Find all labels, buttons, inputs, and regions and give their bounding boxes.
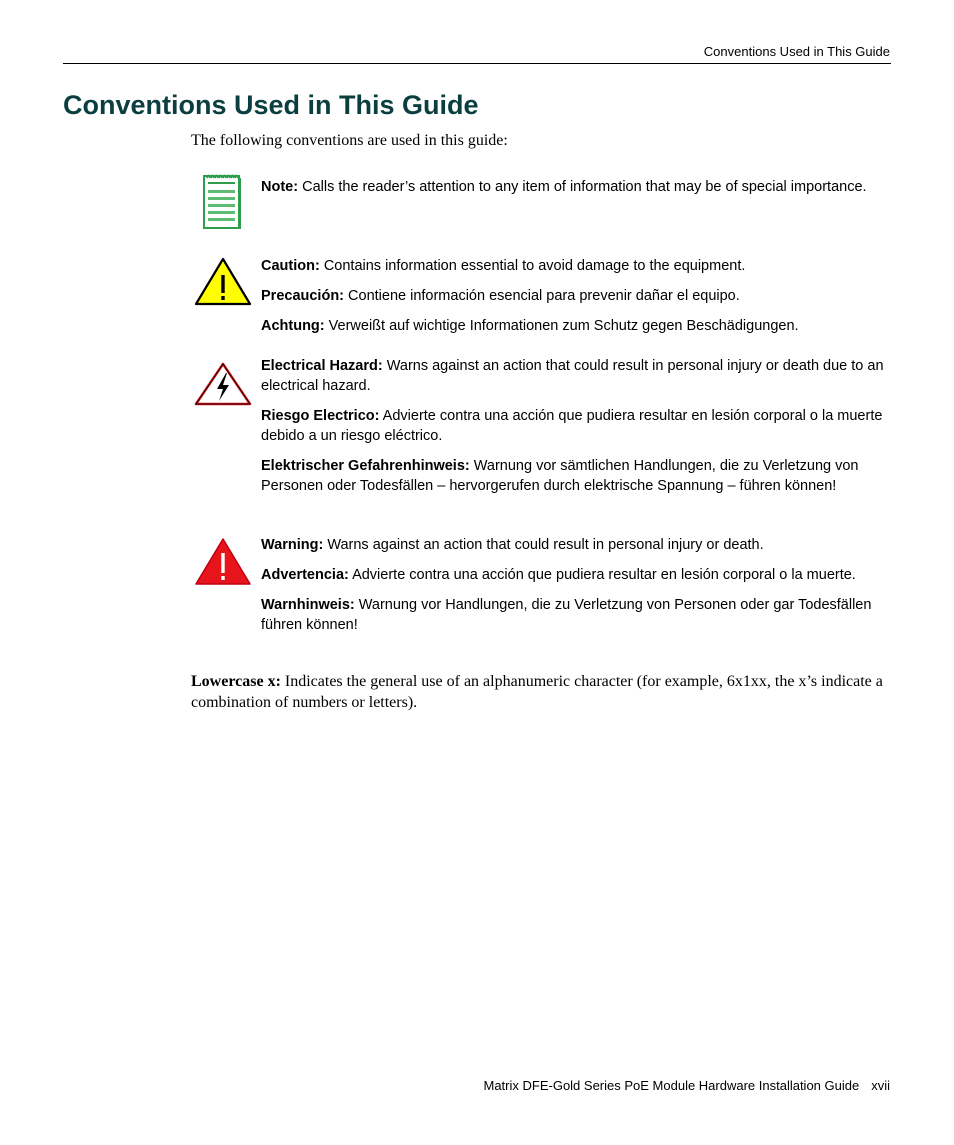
warning-para-es: Advertencia: Advierte contra una acción que pudiera resultar en lesión corporal o la muerte.	[261, 567, 856, 583]
warning-para-en: Warning: Warns against an action that could result in personal injury or death.	[261, 537, 764, 553]
electrical-para-es: Riesgo Electrico: Advierte contra una acción que pudiera resultar en lesión corporal o la muerte debido a un riesgo eléctrico.	[261, 408, 883, 444]
note-para: Note: Calls the reader’s attention to any item of information that may be of special importance.	[261, 179, 867, 195]
intro-text: The following conventions are used in this guide:	[191, 132, 508, 149]
page-title: Conventions Used in This Guide	[63, 90, 479, 120]
electrical-hazard-icon	[193, 361, 253, 407]
lowercase-convention: Lowercase x: Indicates the general use of an alphanumeric character (for example, 6x1xx, the x’s indicate a combination of numbers or letters).	[191, 673, 883, 711]
caution-para-es: Precaución: Contiene información esencial para prevenir dañar el equipo.	[261, 288, 740, 304]
notepad-icon	[203, 172, 241, 230]
electrical-para-de: Elektrischer Gefahrenhinweis: Warnung vor sämtlichen Handlungen, die zu Verletzung von Personen oder Todesfällen – hervorgerufen durch elektrische Spannung – führen können!	[261, 458, 859, 494]
warning-para-de: Warnhinweis: Warnung vor Handlungen, die zu Verletzung von Personen oder gar Todesfällen führen können!	[261, 597, 872, 633]
caution-para-de: Achtung: Verweißt auf wichtige Informationen zum Schutz gegen Beschädigungen.	[261, 318, 799, 334]
page-footer	[484, 1078, 891, 1094]
page-number: xvii	[871, 1078, 890, 1093]
yellow-warning-triangle-icon	[193, 256, 253, 306]
header-rule	[63, 63, 891, 64]
running-header: Conventions Used in This Guide	[703, 44, 890, 59]
electrical-para-en: Electrical Hazard: Warns against an action that could result in personal injury or death due to an electrical hazard.	[261, 358, 884, 394]
caution-para-en: Caution: Contains information essential to avoid damage to the equipment.	[261, 258, 746, 274]
footer-guide-title: Matrix DFE-Gold Series PoE Module Hardware Installation Guide	[483, 1078, 860, 1093]
red-warning-triangle-icon	[193, 536, 253, 586]
